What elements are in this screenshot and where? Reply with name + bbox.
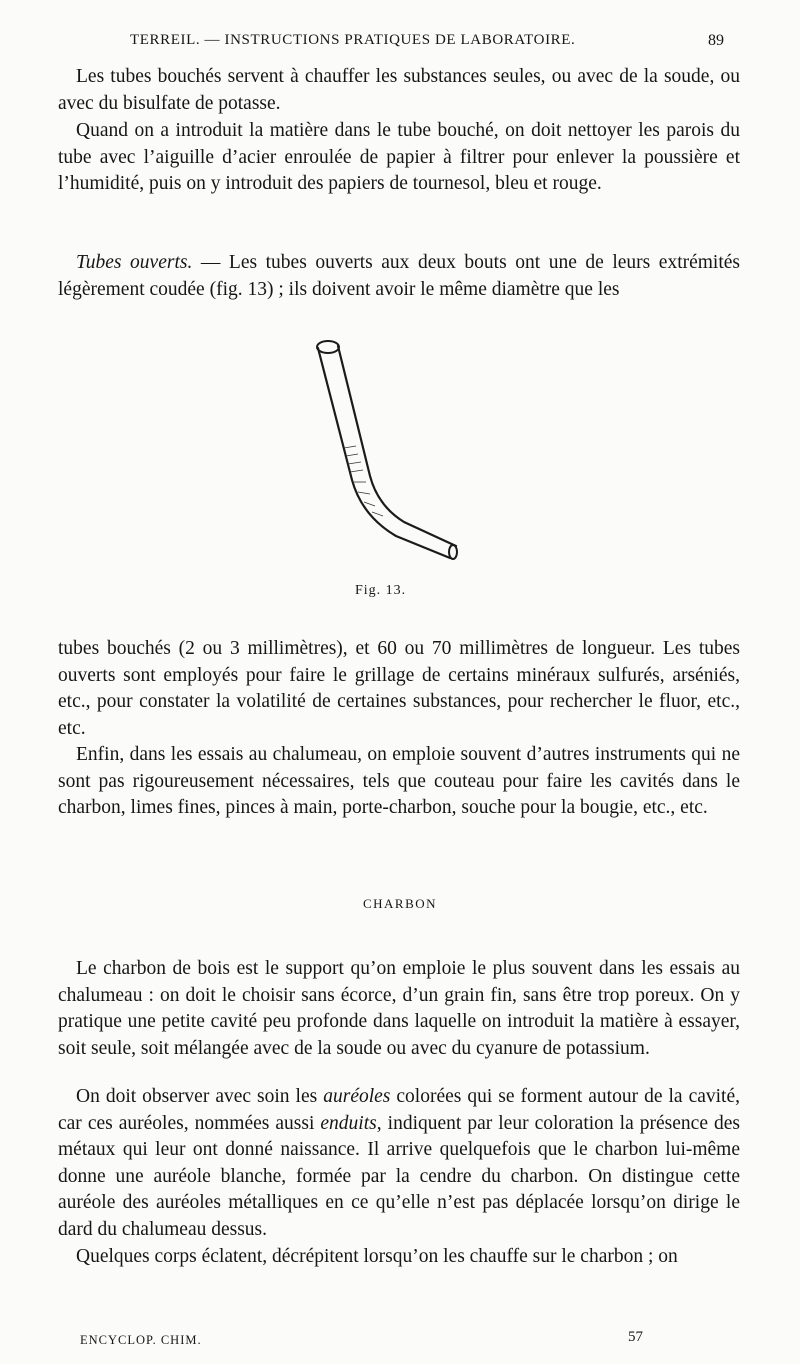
footer-signature: ENCYCLOP. CHIM.: [80, 1333, 202, 1347]
aureoles-term: auréoles: [323, 1086, 391, 1107]
page-number: 89: [708, 32, 724, 49]
aureoles-text-a: On doit observer avec soin les: [76, 1086, 324, 1107]
enduits-term: enduits: [320, 1112, 377, 1134]
figure-caption: Fig. 13.: [355, 583, 407, 598]
bent-tube-illustration: [300, 330, 500, 610]
paragraph-aureoles: [58, 1084, 740, 1244]
paragraph-tubes-dimensions: tubes bouchés (2 ou 3 millimètres), et 60 ou 70 millimètres de longueur. Les tubes ouverts sont employés pour faire le grillage de certains minéraux sulfurés, arséniés, etc., pour constater la volatilité de certaines substances, pour rechercher le fluor, etc., etc.: [58, 638, 740, 739]
tubes-ouverts-label: Tubes ouverts.: [76, 252, 193, 273]
paragraph-instruments: Enfin, dans les essais au chalumeau, on emploie souvent d’autres instruments qui ne sont pas rigoureusement nécessaires, tels que couteau pour faire les cavités dans le charbon, limes fines, pinces à main, porte-charbon, souche pour la bougie, etc., etc.: [58, 744, 740, 819]
section-title: CHARBON: [362, 896, 438, 911]
tube-opening-top: [317, 341, 339, 353]
running-header: TERREIL. — INSTRUCTIONS PRATIQUES DE LABORATOIRE.: [130, 32, 576, 48]
paragraph-charbon: Le charbon de bois est le support qu’on emploie le plus souvent dans les essais au chalumeau : on doit le choisir sans écorce, d’un grain fin, sans être trop poreux. On y pratique une petite cavité peu profonde dans laquelle on introduit la matière à essayer, soit seule, soit mélangée avec de la soude ou avec du cyanure de potassium.: [58, 958, 740, 1059]
paragraph-tubes-bouches: Les tubes bouchés servent à chauffer les substances seules, ou avec de la soude, ou avec du bisulfate de potasse.: [58, 66, 740, 114]
tubes-ouverts-text: — Les tubes ouverts aux deux bouts ont une de leurs extrémités légèrement coudée (fig. 13) ; ils doivent avoir le même diamètre que les: [58, 252, 741, 300]
paragraph-tubes-ouverts: [58, 250, 740, 303]
paragraph-decrepitation: Quelques corps éclatent, décrépitent lorsqu’on les chauffe sur le charbon ; on: [76, 1246, 678, 1267]
tube-opening-bottom: [449, 545, 457, 559]
figure-13: [300, 330, 500, 610]
paragraph-nettoyage: Quand on a introduit la matière dans le tube bouché, on doit nettoyer les parois du tube avec l’aiguille d’acier enroulée de papier à filtrer pour enlever la poussière et l’humidité, puis on y introduit des papiers de tournesol, bleu et rouge.: [58, 120, 740, 195]
aureoles-text-c: , indiquent par leur coloration la présence des métaux qui leur ont donné naissance. Il arrive quelquefois que le charbon lui-même donne une auréole blanche, formée par la cendre du charbon. On distingue cette auréole des auréoles métalliques en ce qu’elle n’est pas déplacée lorsqu’on dirige le dard du chalumeau dessus.: [58, 1112, 740, 1240]
footer-sheet-number: 57: [628, 1329, 643, 1345]
aureoles-text-b: colorées qui se forment autour de la cavité, car ces auréoles, nommées aussi: [58, 1086, 741, 1134]
